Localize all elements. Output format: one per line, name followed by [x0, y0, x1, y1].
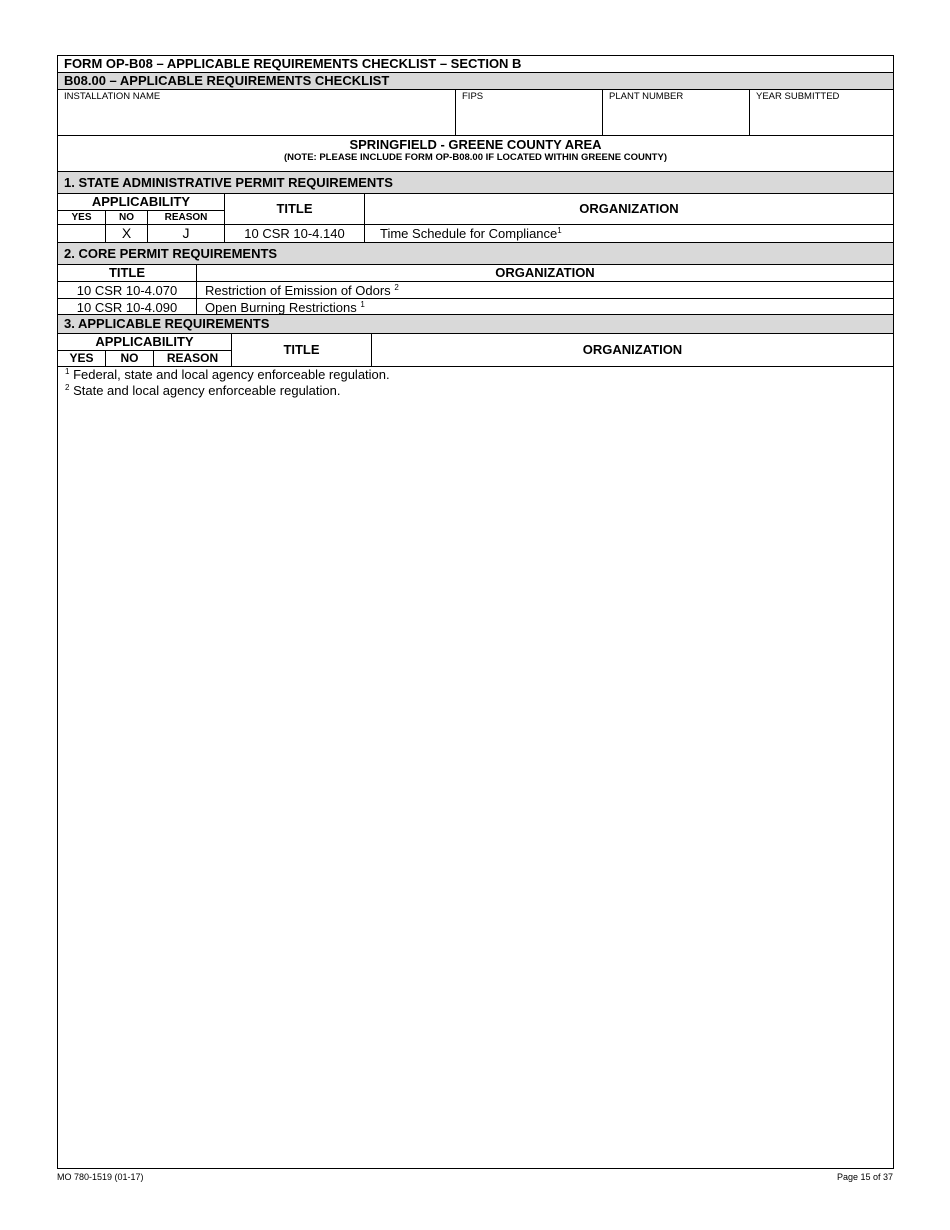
page-number: Page 15 of 37: [836, 1172, 893, 1182]
section3-yes-header: YES: [69, 351, 94, 365]
section2-header: 2. CORE PERMIT REQUIREMENTS: [58, 243, 893, 265]
fips-field[interactable]: [455, 90, 602, 135]
section1-title-cell: 10 CSR 10-4.140: [224, 225, 364, 242]
plant-number-label: PLANT NUMBER: [609, 91, 684, 102]
section1-header: 1. STATE ADMINISTRATIVE PERMIT REQUIREMENTS: [58, 172, 893, 194]
section2-title-header: TITLE: [108, 265, 146, 280]
section3-applicability-label: APPLICABILITY: [58, 334, 231, 351]
section1-organization-header: ORGANIZATION: [364, 194, 893, 224]
organization-text: Open Burning Restrictions: [205, 300, 357, 315]
section2-title-cell: 10 CSR 10-4.070: [76, 283, 178, 298]
footnote-2: $^2$ State and local agency enforceable regulation.: [65, 383, 341, 398]
fips-label: FIPS: [462, 91, 484, 102]
section2-organization-header: ORGANIZATION: [196, 265, 893, 281]
table-row: [58, 299, 893, 315]
table-row: [58, 282, 893, 299]
section1-applicability-group: [58, 194, 224, 224]
section1-reason-cell[interactable]: J: [147, 225, 224, 242]
plant-number-field[interactable]: [602, 90, 749, 135]
section2-title-cell: 10 CSR 10-4.090: [76, 300, 178, 315]
section3-applicability-group: [58, 334, 231, 366]
info-fields-row: [58, 90, 893, 136]
form-subtitle: B08.00 – APPLICABLE REQUIREMENTS CHECKLIST: [58, 73, 893, 90]
year-submitted-label: YEAR SUBMITTED: [756, 91, 840, 102]
organization-text: Time Schedule for Compliance: [380, 226, 558, 241]
section1-reason-header: REASON: [147, 211, 224, 225]
section1-organization-cell: [364, 225, 893, 242]
footnotes: [65, 367, 390, 399]
area-block: [58, 136, 893, 172]
installation-name-field[interactable]: [58, 90, 455, 135]
year-submitted-field[interactable]: [749, 90, 893, 135]
footnote-ref: 2: [394, 283, 399, 292]
section1-yes-cell[interactable]: [58, 225, 105, 242]
section3-header: 3. APPLICABLE REQUIREMENTS: [58, 315, 893, 334]
form-title: FORM OP-B08 – APPLICABLE REQUIREMENTS CHECKLIST – SECTION B: [58, 56, 893, 73]
section1-applicability-label: APPLICABILITY: [58, 194, 224, 211]
section3-column-headers: [58, 334, 893, 367]
section1-title-header: TITLE: [224, 194, 364, 224]
organization-text: Restriction of Emission of Odors: [205, 283, 391, 298]
section2-column-headers: [58, 265, 893, 282]
table-row: [58, 225, 893, 243]
section1-yes-header: YES: [71, 212, 92, 223]
form-number: MO 780-1519 (01-17): [57, 1172, 144, 1182]
section1-no-header: NO: [105, 211, 147, 225]
area-title: SPRINGFIELD - GREENE COUNTY AREA: [349, 137, 602, 152]
section3-organization-header: ORGANIZATION: [371, 334, 893, 366]
section1-column-headers: [58, 194, 893, 225]
section1-no-cell[interactable]: X: [105, 225, 147, 242]
footnote-ref: 1: [557, 226, 562, 235]
area-note: (NOTE: PLEASE INCLUDE FORM OP-B08.00 IF LOCATED WITHIN GREENE COUNTY): [283, 152, 667, 163]
installation-name-label: INSTALLATION NAME: [64, 91, 161, 102]
section3-no-header: NO: [105, 351, 153, 366]
footnote-ref: 1: [360, 300, 365, 309]
section3-reason-header: REASON: [153, 351, 231, 366]
section2-organization-cell: [196, 282, 893, 298]
section2-organization-cell: [196, 299, 893, 314]
footnote-1: $^1$ Federal, state and local agency enforceable regulation.: [65, 367, 390, 382]
section3-title-header: TITLE: [231, 334, 371, 366]
form-frame: [57, 55, 894, 1169]
